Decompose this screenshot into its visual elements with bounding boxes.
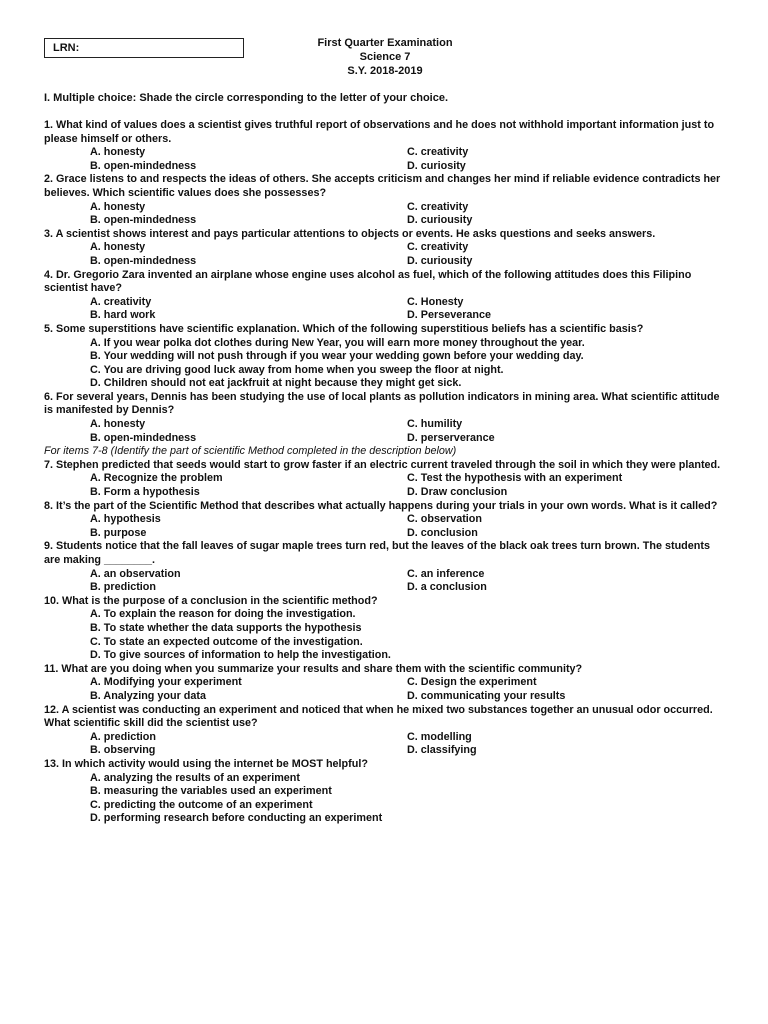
choice-2a[interactable]: A. honesty	[90, 200, 146, 213]
choices-8	[44, 513, 724, 540]
choice-11d[interactable]: D. communicating your results	[407, 689, 566, 702]
choices-13	[44, 772, 724, 826]
exam-header	[300, 36, 470, 78]
choices-5	[44, 337, 724, 391]
choice-2b[interactable]: B. open-mindedness	[90, 214, 197, 227]
choice-8b[interactable]: B. purpose	[90, 526, 147, 539]
choice-6c[interactable]: C. humility	[407, 418, 463, 431]
choice-7c[interactable]: C. Test the hypothesis with an experiment	[407, 472, 623, 485]
choice-1b[interactable]: B. open-mindedness	[90, 159, 197, 172]
choices-1	[44, 146, 724, 173]
choices-4	[44, 296, 724, 323]
choice-7d[interactable]: D. Draw conclusion	[407, 486, 508, 499]
choice-1a[interactable]: A. honesty	[90, 146, 146, 159]
choice-6d[interactable]: D. perserverance	[407, 431, 495, 444]
choice-2c[interactable]: C. creativity	[407, 200, 469, 213]
choice-13a[interactable]: A. analyzing the results of an experiment	[90, 771, 300, 784]
choice-1d[interactable]: D. curiosity	[407, 159, 466, 172]
choice-12d[interactable]: D. classifying	[407, 744, 477, 757]
choice-9b[interactable]: B. prediction	[90, 581, 156, 594]
exam-subject: Science 7	[359, 51, 411, 63]
choice-10c[interactable]: C. To state an expected outcome of the investigation.	[90, 635, 363, 648]
choices-11	[44, 676, 724, 703]
school-year: S.Y. 2018-2019	[347, 65, 423, 77]
choice-9c[interactable]: C. an inference	[407, 567, 485, 580]
choice-12b[interactable]: B. observing	[90, 744, 156, 757]
question-6: 6. For several years, Dennis has been studying the use of local plants as pollution indicators in mining area. What scientific attitude is manifested by Dennis?	[44, 390, 720, 417]
question-1: 1. What kind of values does a scientist gives truthful report of observations and he does not withhold important information just to please himself or others.	[44, 119, 715, 145]
question-9: 9. Students notice that the fall leaves of sugar maple trees turn red, but the leaves of the black oak trees turn brown. The students are making ________.	[44, 540, 710, 566]
question-10: 10. What is the purpose of a conclusion in the scientific method?	[44, 594, 378, 607]
choice-7a[interactable]: A. Recognize the problem	[90, 472, 223, 485]
choice-13b[interactable]: B. measuring the variables used an experiment	[90, 785, 332, 798]
choice-5c[interactable]: C. You are driving good luck away from home when you sweep the floor at night.	[90, 363, 504, 376]
choices-2	[44, 201, 724, 228]
choice-11c[interactable]: C. Design the experiment	[407, 676, 537, 689]
choice-4a[interactable]: A. creativity	[90, 295, 152, 308]
instruction: I. Multiple choice: Shade the circle corresponding to the letter of your choice.	[44, 92, 449, 104]
choice-8c[interactable]: C. observation	[407, 513, 482, 526]
choice-3d[interactable]: D. curiousity	[407, 254, 473, 267]
choice-11a[interactable]: A. Modifying your experiment	[90, 676, 242, 689]
choice-4b[interactable]: B. hard work	[90, 309, 156, 322]
question-list	[44, 119, 724, 826]
choice-8a[interactable]: A. hypothesis	[90, 513, 161, 526]
choice-2d[interactable]: D. curiousity	[407, 214, 473, 227]
choice-12a[interactable]: A. prediction	[90, 730, 156, 743]
lrn-label: LRN:	[53, 42, 80, 54]
choice-8d[interactable]: D. conclusion	[407, 526, 478, 539]
choices-6	[44, 418, 724, 445]
choice-10d[interactable]: D. To give sources of information to help the investigation.	[90, 649, 391, 662]
question-4: 4. Dr. Gregorio Zara invented an airplane whose engine uses alcohol as fuel, which of the following attitudes does this Filipino scientist have?	[44, 268, 692, 295]
choice-3b[interactable]: B. open-mindedness	[90, 254, 197, 267]
question-7: 7. Stephen predicted that seeds would start to grow faster if an electric current traveled through the soil in which they were planted.	[44, 458, 721, 471]
choice-4c[interactable]: C. Honesty	[407, 295, 464, 308]
lrn-field[interactable]	[44, 38, 244, 58]
question-3: 3. A scientist shows interest and pays particular attentions to objects or events. He asks questions and seeks answers.	[44, 227, 656, 240]
question-13: 13. In which activity would using the internet be MOST helpful?	[44, 757, 368, 770]
choice-4d[interactable]: D. Perseverance	[407, 309, 492, 322]
choice-13c[interactable]: C. predicting the outcome of an experiment	[90, 798, 313, 811]
choices-9	[44, 568, 724, 595]
choice-11b[interactable]: B. Analyzing your data	[90, 689, 206, 702]
question-12: 12. A scientist was conducting an experiment and noticed that when he mixed two substances together an unusual odor occurred. What scientific skill did the scientist use?	[44, 703, 713, 730]
choice-9a[interactable]: A. an observation	[90, 567, 181, 580]
question-8: 8. It’s the part of the Scientific Method that describes what actually happens during your trials in your own words. What is it called?	[44, 499, 718, 512]
items-7-8-note: For items 7-8 (Identify the part of scientific Method completed in the description below)	[44, 445, 457, 458]
choice-6b[interactable]: B. open-mindedness	[90, 431, 197, 444]
choice-3a[interactable]: A. honesty	[90, 241, 146, 254]
choice-13d[interactable]: D. performing research before conducting an experiment	[90, 812, 383, 825]
exam-title: First Quarter Examination	[317, 37, 453, 49]
choices-7	[44, 472, 724, 499]
choice-12c[interactable]: C. modelling	[407, 730, 472, 743]
choice-5d[interactable]: D. Children should not eat jackfruit at night because they might get sick.	[90, 377, 462, 390]
choices-10	[44, 608, 724, 662]
choice-7b[interactable]: B. Form a hypothesis	[90, 486, 200, 499]
question-5: 5. Some superstitions have scientific explanation. Which of the following superstitious beliefs has a scientific basis?	[44, 322, 644, 335]
choice-10a[interactable]: A. To explain the reason for doing the investigation.	[90, 608, 356, 621]
choice-5a[interactable]: A. If you wear polka dot clothes during New Year, you will earn more money throughout the year.	[90, 336, 585, 349]
choice-3c[interactable]: C. creativity	[407, 241, 469, 254]
choice-9d[interactable]: D. a conclusion	[407, 581, 487, 594]
choice-1c[interactable]: C. creativity	[407, 146, 469, 159]
question-2: 2. Grace listens to and respects the ideas of others. She accepts criticism and changes her mind if reliable evidence contradicts her believes. Which scientific values does she possesses?	[44, 173, 721, 199]
choices-12	[44, 731, 724, 758]
question-11: 11. What are you doing when you summarize your results and share them with the scientific community?	[44, 662, 583, 675]
choice-10b[interactable]: B. To state whether the data supports the hypothesis	[90, 621, 362, 634]
choice-6a[interactable]: A. honesty	[90, 418, 146, 431]
choice-5b[interactable]: B. Your wedding will not push through if you wear your wedding gown before your wedding day.	[90, 350, 584, 363]
choices-3	[44, 241, 724, 268]
